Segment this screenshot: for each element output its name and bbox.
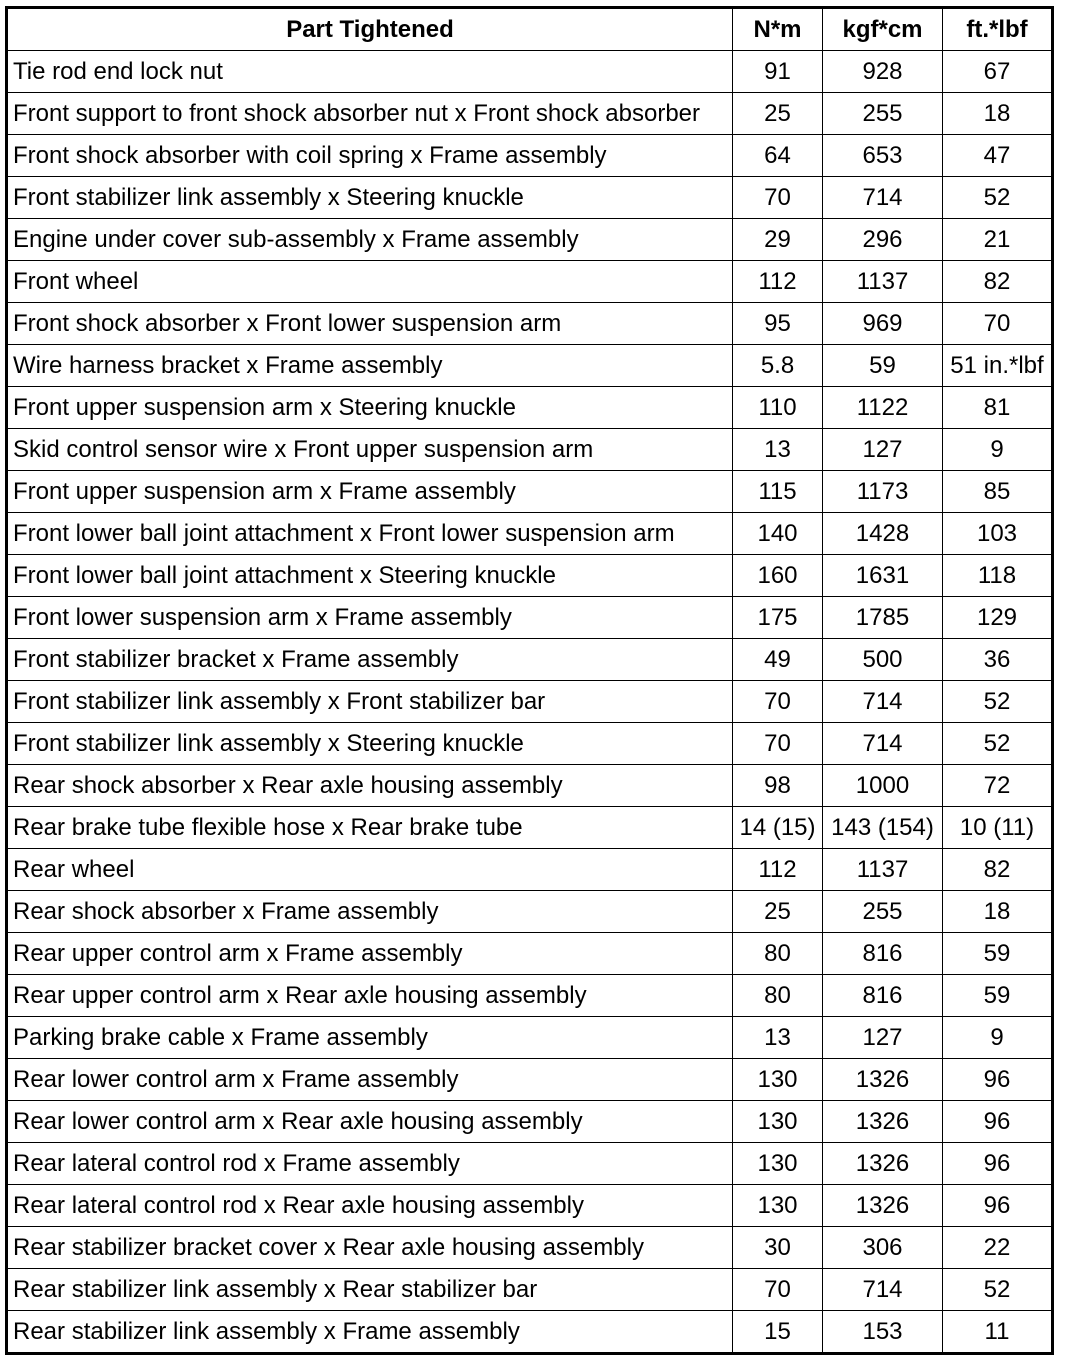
table-row bbox=[7, 345, 1053, 387]
cell-kgf-cm: 1631 bbox=[823, 555, 943, 597]
cell-ft-lbf: 67 bbox=[943, 51, 1053, 93]
table-row bbox=[7, 387, 1053, 429]
table-row bbox=[7, 597, 1053, 639]
cell-newton-meter: 130 bbox=[733, 1185, 823, 1227]
cell-kgf-cm: 653 bbox=[823, 135, 943, 177]
cell-ft-lbf: 59 bbox=[943, 933, 1053, 975]
cell-newton-meter: 91 bbox=[733, 51, 823, 93]
cell-part-tightened: Rear lower control arm x Frame assembly bbox=[7, 1059, 733, 1101]
cell-part-tightened: Rear lower control arm x Rear axle housing assembly bbox=[7, 1101, 733, 1143]
cell-kgf-cm: 1326 bbox=[823, 1185, 943, 1227]
cell-part-tightened: Rear upper control arm x Frame assembly bbox=[7, 933, 733, 975]
cell-ft-lbf: 81 bbox=[943, 387, 1053, 429]
cell-newton-meter: 140 bbox=[733, 513, 823, 555]
cell-part-tightened: Front stabilizer link assembly x Steering knuckle bbox=[7, 723, 733, 765]
cell-ft-lbf: 52 bbox=[943, 1269, 1053, 1311]
cell-part-tightened: Front shock absorber x Front lower suspension arm bbox=[7, 303, 733, 345]
cell-part-tightened: Rear stabilizer link assembly x Frame assembly bbox=[7, 1311, 733, 1354]
cell-newton-meter: 95 bbox=[733, 303, 823, 345]
cell-newton-meter: 70 bbox=[733, 681, 823, 723]
cell-part-tightened: Rear stabilizer link assembly x Rear stabilizer bar bbox=[7, 1269, 733, 1311]
table-row bbox=[7, 261, 1053, 303]
cell-kgf-cm: 1000 bbox=[823, 765, 943, 807]
cell-part-tightened: Rear stabilizer bracket cover x Rear axle housing assembly bbox=[7, 1227, 733, 1269]
cell-part-tightened: Front stabilizer bracket x Frame assembly bbox=[7, 639, 733, 681]
cell-kgf-cm: 143 (154) bbox=[823, 807, 943, 849]
table-row bbox=[7, 849, 1053, 891]
cell-kgf-cm: 1173 bbox=[823, 471, 943, 513]
cell-kgf-cm: 928 bbox=[823, 51, 943, 93]
table-row bbox=[7, 177, 1053, 219]
table-row bbox=[7, 1185, 1053, 1227]
cell-ft-lbf: 82 bbox=[943, 261, 1053, 303]
cell-part-tightened: Front lower ball joint attachment x Front lower suspension arm bbox=[7, 513, 733, 555]
cell-kgf-cm: 255 bbox=[823, 93, 943, 135]
cell-part-tightened: Wire harness bracket x Frame assembly bbox=[7, 345, 733, 387]
cell-ft-lbf: 96 bbox=[943, 1185, 1053, 1227]
table-body bbox=[7, 51, 1053, 1354]
cell-part-tightened: Front stabilizer link assembly x Front stabilizer bar bbox=[7, 681, 733, 723]
cell-kgf-cm: 816 bbox=[823, 975, 943, 1017]
cell-ft-lbf: 51 in.*lbf bbox=[943, 345, 1053, 387]
table-row bbox=[7, 1311, 1053, 1354]
table-row bbox=[7, 975, 1053, 1017]
cell-kgf-cm: 296 bbox=[823, 219, 943, 261]
cell-ft-lbf: 18 bbox=[943, 891, 1053, 933]
cell-part-tightened: Rear brake tube flexible hose x Rear brake tube bbox=[7, 807, 733, 849]
torque-specification-table bbox=[5, 6, 1054, 1355]
cell-ft-lbf: 96 bbox=[943, 1059, 1053, 1101]
table-row bbox=[7, 51, 1053, 93]
table-row bbox=[7, 891, 1053, 933]
cell-newton-meter: 112 bbox=[733, 849, 823, 891]
table-row bbox=[7, 723, 1053, 765]
cell-kgf-cm: 153 bbox=[823, 1311, 943, 1354]
cell-newton-meter: 80 bbox=[733, 933, 823, 975]
cell-part-tightened: Rear upper control arm x Rear axle housing assembly bbox=[7, 975, 733, 1017]
cell-ft-lbf: 52 bbox=[943, 681, 1053, 723]
cell-part-tightened: Parking brake cable x Frame assembly bbox=[7, 1017, 733, 1059]
header-kgf-cm: kgf*cm bbox=[823, 8, 943, 51]
table-row bbox=[7, 429, 1053, 471]
cell-ft-lbf: 9 bbox=[943, 1017, 1053, 1059]
cell-newton-meter: 25 bbox=[733, 93, 823, 135]
cell-newton-meter: 15 bbox=[733, 1311, 823, 1354]
table-row bbox=[7, 1143, 1053, 1185]
cell-ft-lbf: 96 bbox=[943, 1143, 1053, 1185]
cell-newton-meter: 115 bbox=[733, 471, 823, 513]
header-newton-meter: N*m bbox=[733, 8, 823, 51]
header-part-tightened: Part Tightened bbox=[7, 8, 733, 51]
table-row bbox=[7, 681, 1053, 723]
cell-ft-lbf: 59 bbox=[943, 975, 1053, 1017]
cell-newton-meter: 175 bbox=[733, 597, 823, 639]
cell-kgf-cm: 500 bbox=[823, 639, 943, 681]
cell-ft-lbf: 118 bbox=[943, 555, 1053, 597]
cell-kgf-cm: 714 bbox=[823, 1269, 943, 1311]
cell-ft-lbf: 9 bbox=[943, 429, 1053, 471]
cell-kgf-cm: 1137 bbox=[823, 849, 943, 891]
cell-newton-meter: 70 bbox=[733, 723, 823, 765]
cell-ft-lbf: 52 bbox=[943, 723, 1053, 765]
cell-newton-meter: 13 bbox=[733, 429, 823, 471]
cell-kgf-cm: 816 bbox=[823, 933, 943, 975]
cell-newton-meter: 80 bbox=[733, 975, 823, 1017]
cell-kgf-cm: 1326 bbox=[823, 1143, 943, 1185]
cell-part-tightened: Front upper suspension arm x Frame assembly bbox=[7, 471, 733, 513]
table-row bbox=[7, 219, 1053, 261]
cell-ft-lbf: 52 bbox=[943, 177, 1053, 219]
cell-newton-meter: 29 bbox=[733, 219, 823, 261]
cell-part-tightened: Front wheel bbox=[7, 261, 733, 303]
cell-kgf-cm: 714 bbox=[823, 723, 943, 765]
cell-part-tightened: Front stabilizer link assembly x Steering knuckle bbox=[7, 177, 733, 219]
cell-kgf-cm: 969 bbox=[823, 303, 943, 345]
cell-newton-meter: 130 bbox=[733, 1059, 823, 1101]
cell-newton-meter: 130 bbox=[733, 1143, 823, 1185]
cell-newton-meter: 13 bbox=[733, 1017, 823, 1059]
cell-part-tightened: Skid control sensor wire x Front upper suspension arm bbox=[7, 429, 733, 471]
cell-newton-meter: 98 bbox=[733, 765, 823, 807]
cell-part-tightened: Rear lateral control rod x Frame assembly bbox=[7, 1143, 733, 1185]
cell-newton-meter: 70 bbox=[733, 177, 823, 219]
cell-part-tightened: Rear wheel bbox=[7, 849, 733, 891]
cell-part-tightened: Front lower ball joint attachment x Steering knuckle bbox=[7, 555, 733, 597]
cell-ft-lbf: 47 bbox=[943, 135, 1053, 177]
table-row bbox=[7, 765, 1053, 807]
cell-ft-lbf: 36 bbox=[943, 639, 1053, 681]
cell-ft-lbf: 21 bbox=[943, 219, 1053, 261]
table-row bbox=[7, 639, 1053, 681]
cell-kgf-cm: 255 bbox=[823, 891, 943, 933]
header-ft-lbf: ft.*lbf bbox=[943, 8, 1053, 51]
table-row bbox=[7, 933, 1053, 975]
table-row bbox=[7, 471, 1053, 513]
cell-kgf-cm: 714 bbox=[823, 681, 943, 723]
cell-newton-meter: 64 bbox=[733, 135, 823, 177]
cell-kgf-cm: 59 bbox=[823, 345, 943, 387]
cell-kgf-cm: 1785 bbox=[823, 597, 943, 639]
cell-ft-lbf: 82 bbox=[943, 849, 1053, 891]
cell-ft-lbf: 96 bbox=[943, 1101, 1053, 1143]
table-row bbox=[7, 93, 1053, 135]
cell-kgf-cm: 714 bbox=[823, 177, 943, 219]
cell-kgf-cm: 127 bbox=[823, 1017, 943, 1059]
cell-ft-lbf: 10 (11) bbox=[943, 807, 1053, 849]
table-row bbox=[7, 1101, 1053, 1143]
table-row bbox=[7, 807, 1053, 849]
cell-kgf-cm: 127 bbox=[823, 429, 943, 471]
cell-part-tightened: Engine under cover sub-assembly x Frame assembly bbox=[7, 219, 733, 261]
cell-newton-meter: 130 bbox=[733, 1101, 823, 1143]
table-row bbox=[7, 1017, 1053, 1059]
cell-ft-lbf: 129 bbox=[943, 597, 1053, 639]
cell-newton-meter: 110 bbox=[733, 387, 823, 429]
cell-part-tightened: Front shock absorber with coil spring x Frame assembly bbox=[7, 135, 733, 177]
cell-ft-lbf: 85 bbox=[943, 471, 1053, 513]
cell-ft-lbf: 22 bbox=[943, 1227, 1053, 1269]
cell-part-tightened: Rear lateral control rod x Rear axle housing assembly bbox=[7, 1185, 733, 1227]
cell-newton-meter: 30 bbox=[733, 1227, 823, 1269]
cell-ft-lbf: 72 bbox=[943, 765, 1053, 807]
cell-part-tightened: Front upper suspension arm x Steering knuckle bbox=[7, 387, 733, 429]
cell-newton-meter: 14 (15) bbox=[733, 807, 823, 849]
cell-part-tightened: Front support to front shock absorber nut x Front shock absorber bbox=[7, 93, 733, 135]
table-row bbox=[7, 513, 1053, 555]
cell-ft-lbf: 70 bbox=[943, 303, 1053, 345]
cell-part-tightened: Front lower suspension arm x Frame assembly bbox=[7, 597, 733, 639]
cell-part-tightened: Rear shock absorber x Frame assembly bbox=[7, 891, 733, 933]
cell-kgf-cm: 306 bbox=[823, 1227, 943, 1269]
cell-kgf-cm: 1428 bbox=[823, 513, 943, 555]
cell-ft-lbf: 18 bbox=[943, 93, 1053, 135]
cell-kgf-cm: 1122 bbox=[823, 387, 943, 429]
table-row bbox=[7, 1269, 1053, 1311]
table-header-row bbox=[7, 8, 1053, 51]
cell-newton-meter: 70 bbox=[733, 1269, 823, 1311]
cell-newton-meter: 49 bbox=[733, 639, 823, 681]
cell-newton-meter: 160 bbox=[733, 555, 823, 597]
cell-part-tightened: Tie rod end lock nut bbox=[7, 51, 733, 93]
cell-kgf-cm: 1326 bbox=[823, 1059, 943, 1101]
cell-newton-meter: 25 bbox=[733, 891, 823, 933]
cell-part-tightened: Rear shock absorber x Rear axle housing assembly bbox=[7, 765, 733, 807]
table-row bbox=[7, 135, 1053, 177]
cell-kgf-cm: 1137 bbox=[823, 261, 943, 303]
table-row bbox=[7, 1059, 1053, 1101]
table-row bbox=[7, 555, 1053, 597]
table-row bbox=[7, 1227, 1053, 1269]
cell-newton-meter: 112 bbox=[733, 261, 823, 303]
cell-ft-lbf: 103 bbox=[943, 513, 1053, 555]
cell-newton-meter: 5.8 bbox=[733, 345, 823, 387]
table-row bbox=[7, 303, 1053, 345]
cell-ft-lbf: 11 bbox=[943, 1311, 1053, 1354]
cell-kgf-cm: 1326 bbox=[823, 1101, 943, 1143]
